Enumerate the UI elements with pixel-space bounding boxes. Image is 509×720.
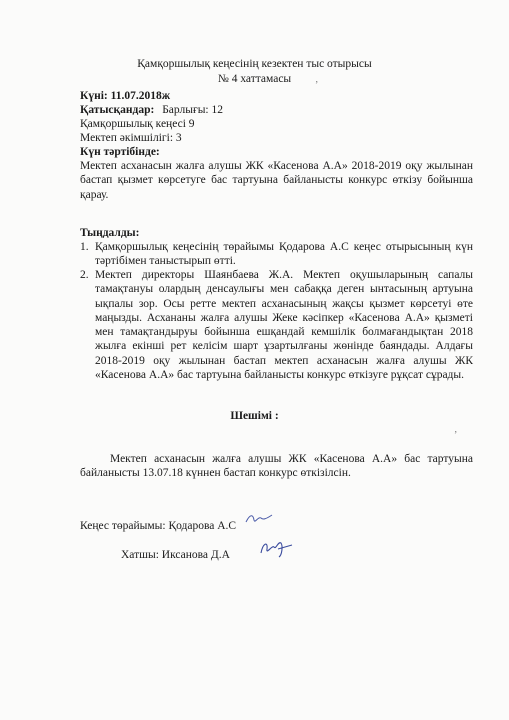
participants-label: Қатысқандар: [80, 104, 155, 116]
header-line-1: Қамқоршылық кеңесінің кезектен тыс отырысы [137, 58, 372, 70]
heard-item-1-number: 1. [80, 241, 89, 253]
heard-item-1-text: Қамқоршылық кеңесінің төрайымы Қодарова А.С кеңес отырысының күн тәртібімен таныстырып өтті. [95, 241, 473, 268]
agenda-text: Мектеп асханасын жалға алушы ЖК «Касенова А.А» 2018-2019 оқу жылынан бастап қызмет көрсетуге бас тартуына байланысты конкурс өткізу бойынша қарау. [80, 160, 473, 201]
school-admin: Мектеп әкімшілігі: 3 [80, 132, 182, 144]
chair-signature-line: Кеңес төрайымы: Қодарова А.С [80, 520, 237, 532]
heard-heading: Тыңдалды: [80, 227, 140, 239]
stray-mark: ʼ [454, 430, 458, 441]
decision-text: Мектеп асханасын жалға алушы ЖК «Касенова А.А» бас тартуына байланысты 13.07.18 күннен бастап конкурс өткізілсін. [80, 453, 473, 480]
agenda-heading: Күн тәртібінде: [80, 146, 160, 158]
decision-heading: Шешімі : [230, 410, 279, 422]
stray-mark: ʼ [315, 80, 319, 91]
participants-total: Барлығы: 12 [162, 104, 223, 116]
secretary-signature-mark [258, 537, 294, 559]
heard-item-2-number: 2. [80, 269, 89, 281]
secretary-signature-line: Хатшы: Иксанова Д.А [121, 549, 230, 561]
heard-item-2-text: Мектеп директоры Шаянбаева Ж.А. Мектеп оқушыларының сапалы тамақтануы олардың денсаулығы мен сабаққа деген ынтасының артуына ықпалы зор. Осы ретте мектеп асханасының жақсы қызмет көрсетуі өте маңызды. Асхананы жалға алушы Жеке кәсіпкер «Касенова А.А» қызметі мен тамақтандыруы бойынша ешқандай кемшілік болмағандықтан 2018 жылға екінші рет келісім шарт ұзартылғаны жөнінде баяндады. Алдағы 2018-2019 оқу жылынан бастап мектеп асханасын жалға алушы ЖК «Касенова А.А» бас тартуына байланысты конкурс өткізуге рұқсат сұрады. [95, 269, 473, 382]
chair-signature-mark [244, 510, 274, 526]
header-line-2: № 4 хаттамасы [217, 73, 292, 85]
date-label: Күні: 11.07.2018ж [80, 90, 171, 102]
participants-line [80, 103, 223, 117]
board-members: Қамқоршылық кеңесі 9 [80, 118, 195, 130]
